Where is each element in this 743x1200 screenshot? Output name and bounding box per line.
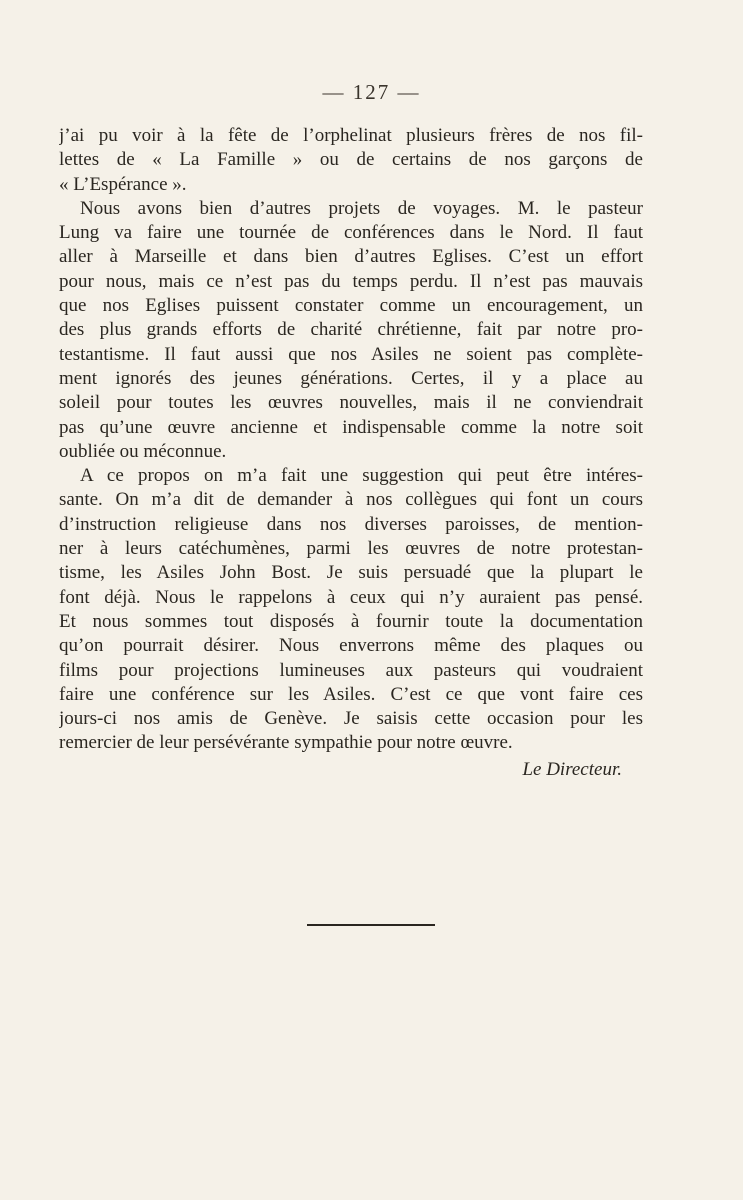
paragraph [59, 464, 643, 756]
text-line: remercier de leur persévérante sympathie pour notre œuvre. [59, 732, 513, 754]
text-line: ment ignorés des jeunes générations. Certes, il y a place au [59, 367, 643, 389]
section-divider [307, 924, 435, 926]
text-line: pas qu’une œuvre ancienne et indispensable comme la notre soit [59, 416, 643, 438]
text-line: j’ai pu voir à la fête de l’orphelinat plusieurs frères de nos fil- [59, 125, 643, 146]
text-line: tisme, les Asiles John Bost. Je suis persuadé que la plupart le [59, 562, 643, 584]
text-line: A ce propos on m’a fait une suggestion qui peut être intéres- [80, 465, 643, 487]
paragraph [59, 197, 643, 464]
text-line: sante. On m’a dit de demander à nos collègues qui font un cours [59, 489, 643, 511]
text-line: faire une conférence sur les Asiles. C’est ce que vont faire ces [59, 683, 643, 705]
text-line: lettes de « La Famille » ou de certains de nos garçons de [59, 149, 643, 171]
text-line: jours-ci nos amis de Genève. Je saisis cette occasion pour les [59, 708, 643, 730]
text-line: pour nous, mais ce n’est pas du temps perdu. Il n’est pas mauvais [59, 270, 643, 292]
page-number: — 127 — [322, 80, 421, 104]
text-line: aller à Marseille et dans bien d’autres Eglises. C’est un effort [59, 246, 643, 268]
body-text [59, 124, 643, 784]
text-line: ner à leurs catéchumènes, parmi les œuvres de notre protestan- [59, 538, 643, 560]
text-line: oubliée ou méconnue. [59, 440, 227, 462]
text-line: font déjà. Nous le rappelons à ceux qui n’y auraient pas pensé. [59, 586, 643, 608]
text-line: Nous avons bien d’autres projets de voyages. M. le pasteur [80, 197, 643, 219]
signature: Le Directeur. [522, 758, 622, 780]
text-line: qu’on pourrait désirer. Nous enverrons même des plaques ou [59, 635, 643, 657]
text-line: films pour projections lumineuses aux pasteurs qui voudraient [59, 659, 643, 681]
text-line: des plus grands efforts de charité chrétienne, fait par notre pro- [59, 319, 643, 341]
text-line: Lung va faire une tournée de conférences dans le Nord. Il faut [59, 222, 643, 244]
paragraph [59, 124, 643, 197]
text-line: Et nous sommes tout disposés à fournir toute la documentation [59, 610, 643, 632]
text-line: « L’Espérance ». [59, 173, 187, 195]
text-line: testantisme. Il faut aussi que nos Asiles ne soient pas complète- [59, 343, 643, 365]
text-line: que nos Eglises puissent constater comme un encouragement, un [59, 295, 643, 317]
text-line: d’instruction religieuse dans nos diverses paroisses, de mention- [59, 513, 643, 535]
text-line: soleil pour toutes les œuvres nouvelles, mais il ne conviendrait [59, 392, 643, 414]
